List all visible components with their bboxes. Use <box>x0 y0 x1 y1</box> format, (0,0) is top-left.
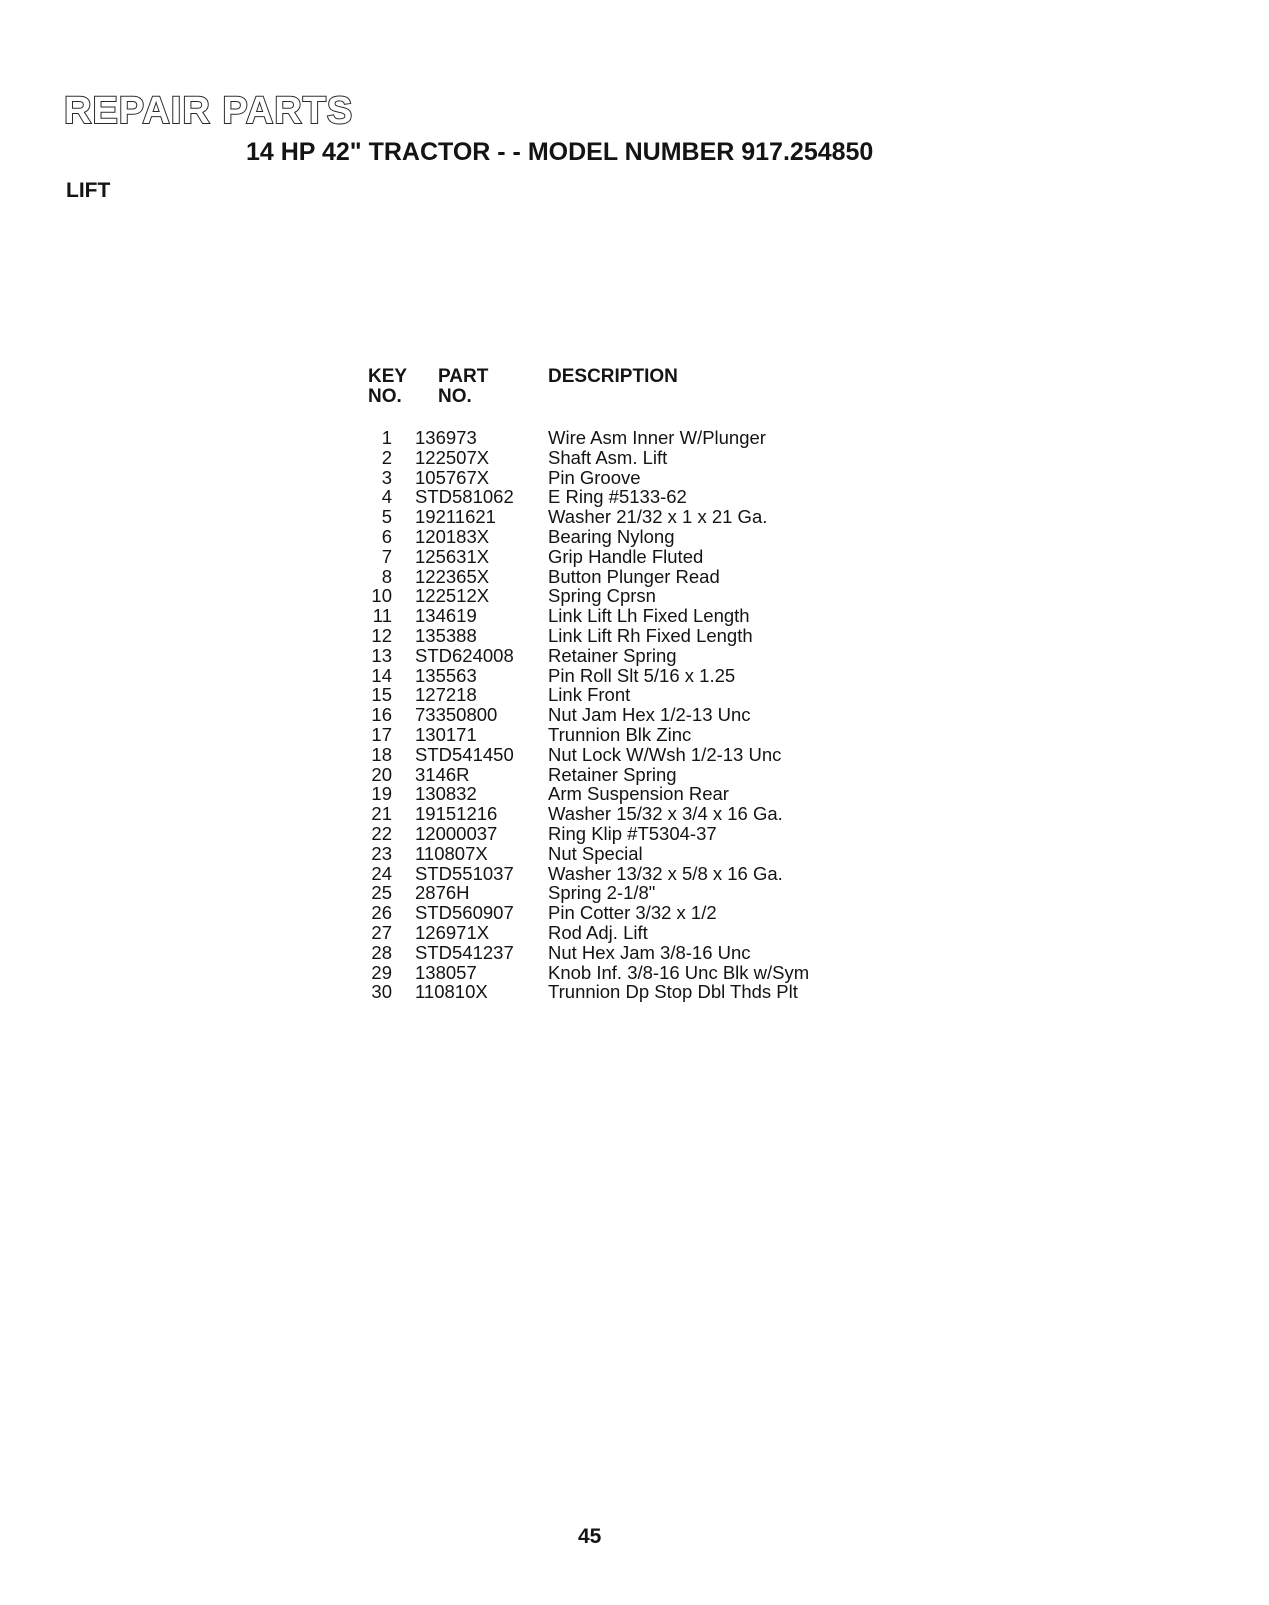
key-number: 25 <box>371 882 392 904</box>
part-number: 130832 <box>415 783 477 805</box>
section-label: LIFT <box>66 179 111 202</box>
part-number: 122365X <box>415 565 490 587</box>
table-row <box>368 507 888 527</box>
key-number: 11 <box>372 605 392 627</box>
part-description: Washer 13/32 x 5/8 x 16 Ga. <box>548 862 783 884</box>
part-number: STD560907 <box>415 902 514 924</box>
table-row <box>368 428 888 448</box>
part-number: 110810X <box>415 981 488 1003</box>
part-number: 135388 <box>415 624 477 646</box>
part-header-line2: NO. <box>438 386 472 407</box>
key-number: 3 <box>381 466 392 488</box>
part-description: Pin Roll Slt 5/16 x 1.25 <box>548 664 736 686</box>
key-number: 23 <box>371 842 392 864</box>
part-number: 120183X <box>415 525 490 547</box>
part-description: Nut Lock W/Wsh 1/2-13 Unc <box>548 743 782 765</box>
key-number: 24 <box>371 862 392 884</box>
part-number: STD624008 <box>415 644 514 666</box>
part-description: Retainer Spring <box>548 644 677 666</box>
part-description: Shaft Asm. Lift <box>548 446 668 468</box>
key-number: 2 <box>381 446 392 468</box>
part-description: Washer 15/32 x 3/4 x 16 Ga. <box>548 803 783 825</box>
key-header-line2: NO. <box>368 386 402 407</box>
table-row <box>368 943 888 963</box>
table-row <box>368 844 888 864</box>
part-number: 105767X <box>415 466 490 488</box>
part-number: 122507X <box>415 446 490 468</box>
table-row <box>368 804 888 824</box>
part-description: Link Front <box>548 684 631 706</box>
table-row <box>368 567 888 587</box>
part-description: Trunnion Dp Stop Dbl Thds Plt <box>548 981 798 1003</box>
key-number: 14 <box>371 664 392 686</box>
key-number: 10 <box>371 585 392 607</box>
table-row <box>368 666 888 686</box>
table-row <box>368 527 888 547</box>
part-description: Knob Inf. 3/8-16 Unc Blk w/Sym <box>548 961 810 983</box>
part-number: 110807X <box>415 842 488 864</box>
table-row <box>368 468 888 488</box>
part-number: 125631X <box>415 545 490 567</box>
part-number: 19151216 <box>415 803 498 825</box>
part-description: Pin Groove <box>548 466 641 488</box>
key-number: 18 <box>371 743 392 765</box>
part-description: E Ring #5133-62 <box>548 486 687 508</box>
table-row <box>368 725 888 745</box>
parts-list <box>368 428 888 1002</box>
table-row <box>368 745 888 765</box>
part-description: Ring Klip #T5304-37 <box>548 822 717 844</box>
part-number: 138057 <box>415 961 477 983</box>
part-description: Button Plunger Read <box>548 565 720 587</box>
part-number: STD541450 <box>415 743 514 765</box>
key-number: 6 <box>381 525 392 547</box>
part-number: 135563 <box>415 664 477 686</box>
page-number: 45 <box>578 1525 602 1548</box>
part-number: 122512X <box>415 585 490 607</box>
key-number: 17 <box>371 723 392 745</box>
part-number: STD541237 <box>415 941 514 963</box>
key-number: 22 <box>371 822 392 844</box>
part-description: Link Lift Rh Fixed Length <box>548 624 753 646</box>
key-number: 8 <box>381 565 392 587</box>
part-number: 73350800 <box>415 704 498 726</box>
key-no-header <box>368 367 407 407</box>
description-header: DESCRIPTION <box>548 366 678 387</box>
part-description: Wire Asm Inner W/Plunger <box>548 427 766 448</box>
table-row <box>368 982 888 1002</box>
part-number: 19211621 <box>415 506 496 528</box>
part-no-header <box>438 367 488 407</box>
table-row <box>368 883 888 903</box>
table-row <box>368 448 888 468</box>
model-title: 14 HP 42" TRACTOR - - MODEL NUMBER 917.254850 <box>246 138 874 166</box>
key-number: 1 <box>381 427 392 448</box>
part-description: Link Lift Lh Fixed Length <box>548 605 750 627</box>
part-description: Spring Cprsn <box>548 585 656 607</box>
table-row <box>368 784 888 804</box>
key-number: 26 <box>371 902 392 924</box>
table-row <box>368 685 888 705</box>
part-number: STD551037 <box>415 862 514 884</box>
page-heading: REPAIR PARTS <box>64 90 354 132</box>
table-row <box>368 765 888 785</box>
part-description: Trunnion Blk Zinc <box>548 723 692 745</box>
table-row <box>368 903 888 923</box>
key-number: 21 <box>371 803 392 825</box>
part-number: 130171 <box>415 723 477 745</box>
table-row <box>368 963 888 983</box>
part-number: 127218 <box>415 684 477 706</box>
part-description: Spring 2-1/8" <box>548 882 656 904</box>
table-row <box>368 586 888 606</box>
part-number: 3146R <box>415 763 470 785</box>
table-row <box>368 606 888 626</box>
part-description: Retainer Spring <box>548 763 677 785</box>
part-number: 12000037 <box>415 822 498 844</box>
key-number: 4 <box>381 486 392 508</box>
table-row <box>368 646 888 666</box>
table-row <box>368 705 888 725</box>
part-description: Grip Handle Fluted <box>548 545 704 567</box>
table-row <box>368 864 888 884</box>
table-row <box>368 923 888 943</box>
key-number: 20 <box>371 763 392 785</box>
table-row <box>368 487 888 507</box>
part-description: Nut Hex Jam 3/8-16 Unc <box>548 941 751 963</box>
key-number: 28 <box>371 941 392 963</box>
part-description: Washer 21/32 x 1 x 21 Ga. <box>548 506 768 528</box>
part-description: Rod Adj. Lift <box>548 921 648 943</box>
key-header-line1: KEY <box>368 366 408 387</box>
key-number: 12 <box>371 624 392 646</box>
key-number: 19 <box>371 783 392 805</box>
key-number: 27 <box>371 921 392 943</box>
part-header-line1: PART <box>438 366 489 387</box>
part-description: Nut Jam Hex 1/2-13 Unc <box>548 704 751 726</box>
part-description: Nut Special <box>548 842 643 864</box>
part-number: 2876H <box>415 882 470 904</box>
key-number: 30 <box>371 981 392 1003</box>
key-number: 29 <box>371 961 392 983</box>
part-number: STD581062 <box>415 486 514 508</box>
table-row <box>368 547 888 567</box>
table-row <box>368 824 888 844</box>
part-number: 126971X <box>415 921 490 943</box>
part-number: 134619 <box>415 605 477 627</box>
part-description: Bearing Nylong <box>548 525 675 547</box>
part-number: 136973 <box>415 427 477 448</box>
key-number: 5 <box>381 506 392 528</box>
table-row <box>368 626 888 646</box>
key-number: 15 <box>371 684 392 706</box>
part-description: Pin Cotter 3/32 x 1/2 <box>548 902 717 924</box>
key-number: 13 <box>371 644 392 666</box>
key-number: 7 <box>381 545 392 567</box>
part-description: Arm Suspension Rear <box>548 783 729 805</box>
key-number: 16 <box>371 704 392 726</box>
